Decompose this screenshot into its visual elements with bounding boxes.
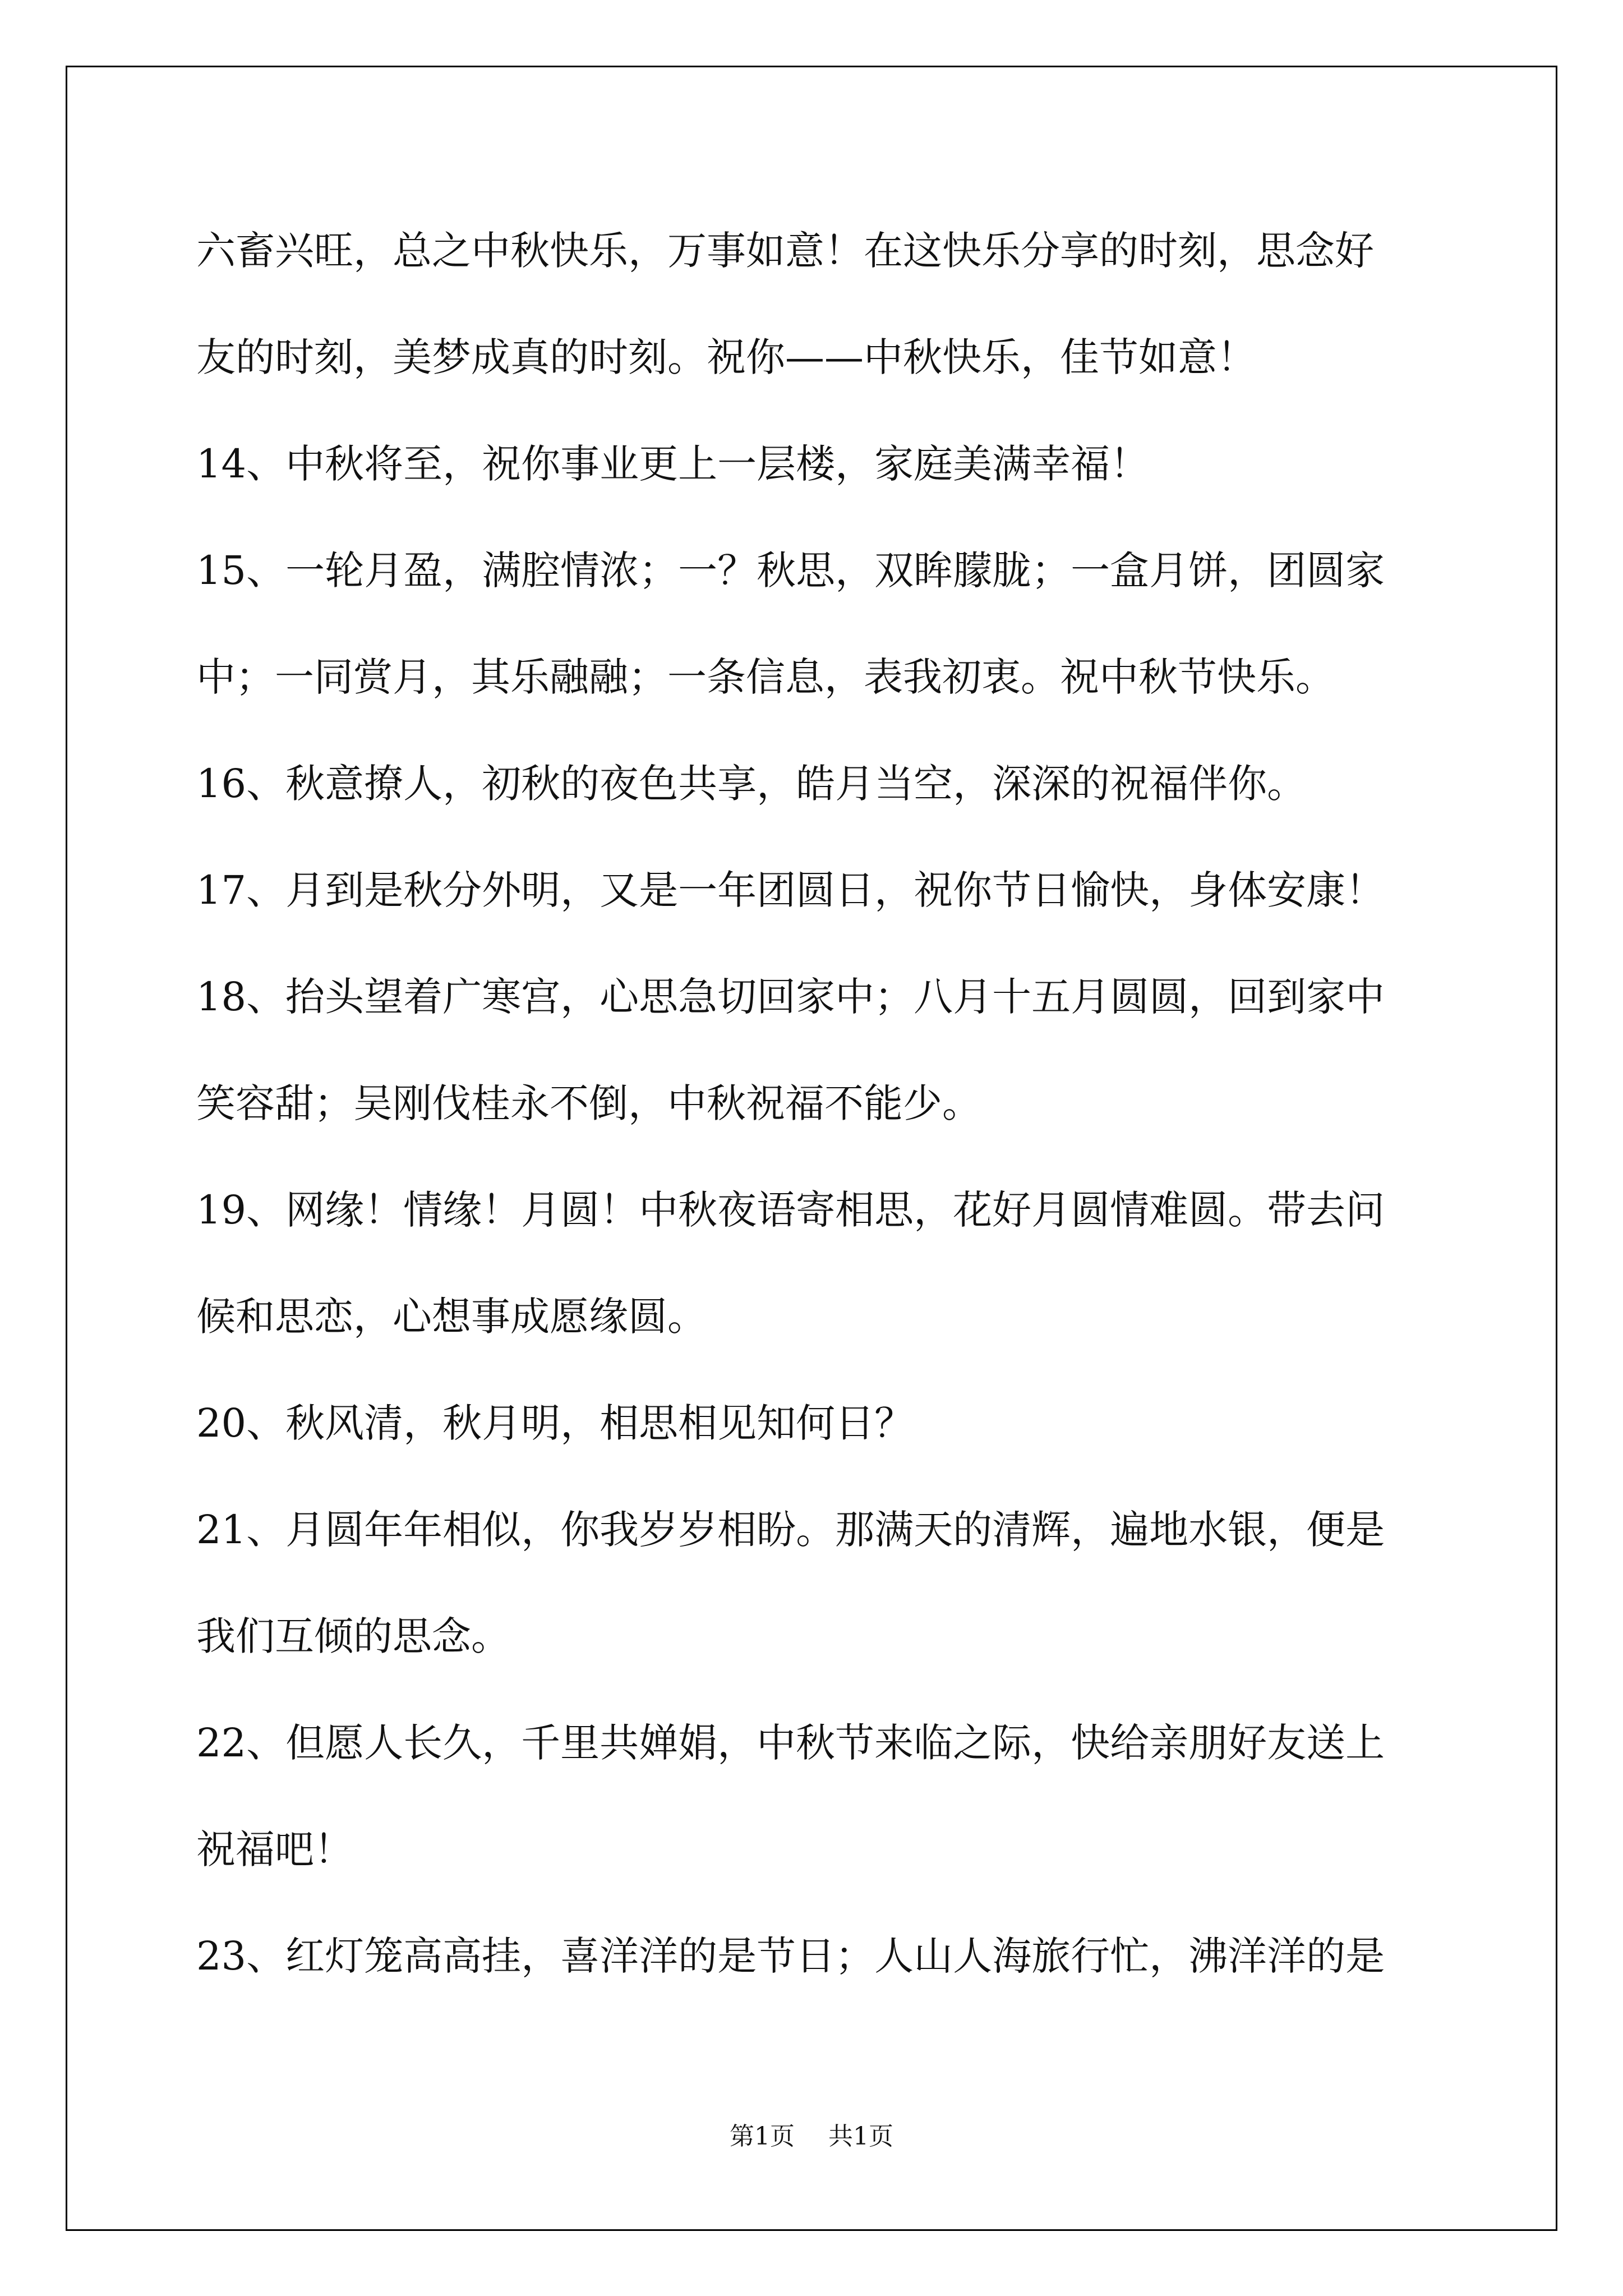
current-page-label: 第1页 <box>730 2122 795 2151</box>
total-pages-label: 共1页 <box>828 2122 893 2151</box>
text-line: 笑容甜；吴刚伐桂永不倒，中秋祝福不能少。 <box>196 1080 981 1126</box>
text-line: 祝福吧！ <box>196 1826 353 1872</box>
text-line: 19、网缘！情缘！月圆！中秋夜语寄相思，花好月圆情难圆。带去问 <box>196 1187 1385 1233</box>
text-line: 14、中秋将至，祝你事业更上一层楼，家庭美满幸福！ <box>196 441 1150 487</box>
text-line: 18、抬头望着广寒宫，心思急切回家中；八月十五月圆圆，回到家中 <box>196 974 1385 1020</box>
text-line: 21、月圆年年相似，你我岁岁相盼。那满天的清辉，遍地水银，便是 <box>196 1507 1385 1553</box>
text-line: 中；一同赏月，其乐融融；一条信息，表我初衷。祝中秋节快乐。 <box>196 654 1335 700</box>
text-line: 我们互倾的思念。 <box>196 1613 510 1659</box>
text-line: 17、月到是秋分外明，又是一年团圆日，祝你节日愉快，身体安康！ <box>196 867 1385 913</box>
text-line: 友的时刻，美梦成真的时刻。祝你——中秋快乐，佳节如意！ <box>196 334 1256 380</box>
text-line: 23、红灯笼高高挂，喜洋洋的是节日；人山人海旅行忙，沸洋洋的是 <box>196 1933 1385 1979</box>
text-line: 20、秋风清，秋月明，相思相见知何日？ <box>196 1400 914 1446</box>
text-line: 22、但愿人长久，千里共婵娟，中秋节来临之际，快给亲朋好友送上 <box>196 1720 1385 1766</box>
page-footer <box>0 2116 1623 2152</box>
document-body <box>196 209 1427 2021</box>
text-line: 16、秋意撩人，初秋的夜色共享，皓月当空，深深的祝福伴你。 <box>196 761 1307 807</box>
text-line: 15、一轮月盈，满腔情浓；一？秋思，双眸朦胧；一盒月饼，团圆家 <box>196 547 1385 593</box>
text-line: 六畜兴旺，总之中秋快乐，万事如意！在这快乐分享的时刻，思念好 <box>196 228 1374 274</box>
text-line: 候和思恋，心想事成愿缘圆。 <box>196 1294 707 1340</box>
